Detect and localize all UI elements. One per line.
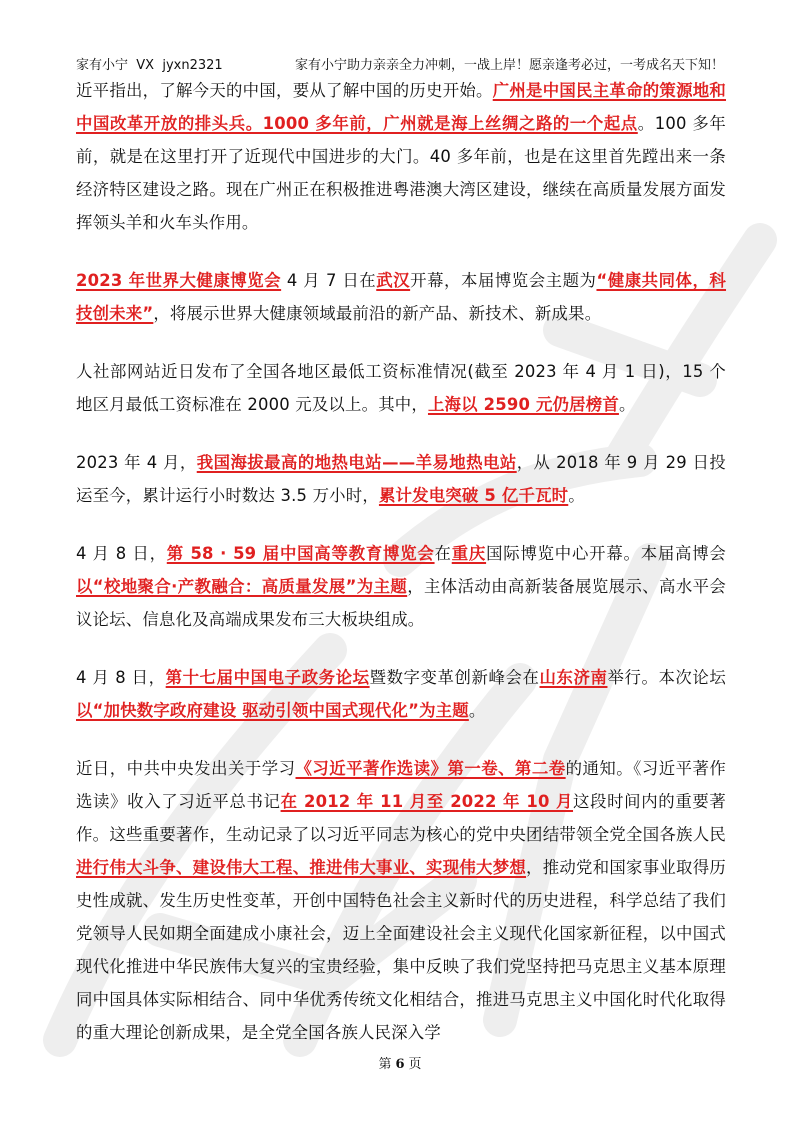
news-paragraph [76,74,726,239]
page-number-prefix: 第 [378,1057,392,1072]
highlighted-text: “健康共同体，科技创未来” [76,271,727,323]
body-text: ，将展示世界大健康领域最前沿的新产品、新技术、新成果。 [153,304,602,323]
highlighted-text: 第十七届中国电子政务论坛 [165,668,370,687]
page-header [76,56,724,76]
body-text: 开幕，本届博览会主题为 [410,271,597,290]
news-paragraph [76,446,726,512]
body-text: 这段时间内的重要著作。这些重要著作，生动记录了以习近平同志为核心的党中央团结带领全党全国各族人民 [76,792,726,844]
news-paragraph [76,264,726,330]
header-right-slogan: 家有小宁助力亲亲全力冲刺，一战上岸！愿亲逢考必过，一考成名天下知！ [294,58,724,73]
highlighted-text: 累计发电突破 5 亿千瓦时 [378,486,569,505]
body-text: ，主体活动由高新装备展览展示、高水平会议论坛、信息化及高端成果发布三大板块组成。 [76,577,726,629]
highlighted-text: 我国海拔最高的地热电站——羊易地热电站 [196,453,517,472]
header-left-text: 家有小宁 VX jyxn2321 [76,58,223,73]
highlighted-text: 上海以 2590 元仍居榜首 [427,395,619,414]
highlighted-text: 武汉 [376,271,411,290]
body-text: 暨数字变革创新峰会在 [369,668,540,687]
highlighted-text: 2023 年世界大健康博览会 [76,271,282,290]
page-number-suffix: 页 [408,1057,422,1072]
body-text: 。100 多年前，就是在这里打开了近现代中国进步的大门。40 多年前，也是在这里首先蹚出来一条经济特区建设之路。现在广州正在积极推进粤港澳大湾区建设，继续在高质量发展方面发挥领头羊和火车头作用。 [76,114,726,232]
body-text: 4 月 7 日在 [281,271,377,290]
highlighted-text: 第 58 · 59 届中国高等教育博览会 [166,544,435,563]
news-paragraph [76,661,726,727]
body-text: 。 [468,701,486,720]
body-text: ，从 2018 年 9 月 29 日投运至今，累计运行小时数达 3.5 万小时， [76,453,726,505]
body-text: 2023 年 4 月， [76,453,197,472]
highlighted-text: 山东济南 [539,668,608,687]
highlighted-text: 以“加快数字政府建设 驱动引领中国式现代化”为主题 [76,701,469,720]
highlighted-text: 进行伟大斗争、建设伟大工程、推进伟大事业、实现伟大梦想 [76,858,527,877]
body-text: 近平指出，了解今天的中国，要从了解中国的历史开始。 [76,81,493,100]
body-text: 的通知。《习近平著作选读》收入了习近平总书记 [76,759,726,811]
page-number: 6 [395,1057,405,1072]
body-text: ，推动党和国家事业取得历史性成就、发生历史性变革，开创中国特色社会主义新时代的历史进程，科学总结了我们党领导人民如期全面建成小康社会，迈上全面建设社会主义现代化国家新征程，以中国式现代化推进中华民族伟大复兴的宝贵经验，集中反映了我们党坚持把马克思主义基本原理同中国具体实际相结合、同中华优秀传统文化相结合，推进马克思主义中国化时代化取得的重大理论创新成果，是全党全国各族人民深入学 [76,858,726,1042]
highlighted-text: 《习近平著作选读》第一卷、第二卷 [295,759,566,778]
highlighted-text: 在 2012 年 11 月至 2022 年 10 月 [280,792,574,811]
news-paragraph [76,355,726,421]
body-text: 。 [618,395,636,414]
body-text: 4 月 8 日， [76,668,166,687]
body-text: 举行。本次论坛 [607,668,727,687]
body-text: 在 [434,544,452,563]
document-body [76,74,726,1074]
news-paragraph [76,537,726,636]
body-text: 近日，中共中央发出关于学习 [76,759,296,778]
body-text: 国际博览中心开幕。本届高博会 [486,544,726,563]
page-footer [0,1053,800,1072]
body-text: 。 [568,486,585,505]
body-text: 人社部网站近日发布了全国各地区最低工资标准情况(截至 2023 年 4 月 1 日)，15 个地区月最低工资标准在 2000 元及以上。其中， [76,362,726,414]
body-text: 4 月 8 日， [76,544,167,563]
highlighted-text: 重庆 [451,544,487,563]
highlighted-text: 广州是中国民主革命的策源地和中国改革开放的排头兵。1000 多年前，广州就是海上丝绸之路的一个起点 [76,81,726,133]
highlighted-text: 以“校地聚合·产教融合：高质量发展”为主题 [76,577,408,596]
news-paragraph [76,752,726,1049]
